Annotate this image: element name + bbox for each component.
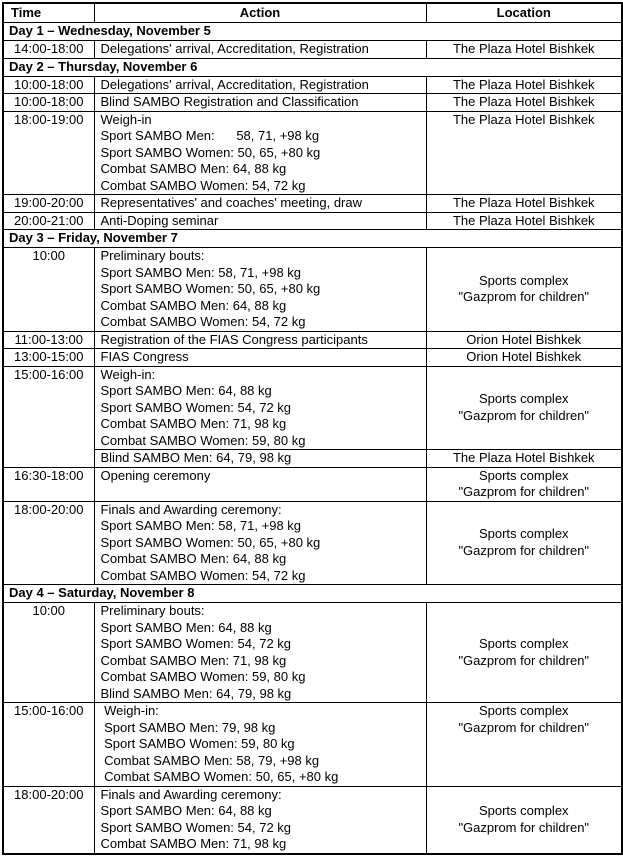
schedule-row — [3, 94, 622, 112]
location-cell — [426, 786, 622, 854]
location-line: "Gazprom for children" — [458, 819, 590, 835]
location-cell — [426, 349, 622, 367]
time-cell: 16:30-18:00 — [3, 467, 94, 501]
action-line: Sport SAMBO Men: 64, 88 kg — [100, 383, 272, 398]
table-header — [3, 3, 622, 23]
location-cell — [426, 111, 622, 195]
schedule-row — [3, 349, 622, 367]
action-line: Combat SAMBO Women: 50, 65, +80 kg — [100, 769, 339, 784]
action-cell — [94, 703, 426, 787]
location-line: Orion Hotel Bishkek — [466, 349, 582, 364]
action-line: FIAS Congress — [100, 349, 189, 364]
day-header-label: Day 1 – Wednesday, November 5 — [3, 23, 622, 41]
action-line: Combat SAMBO Men: 71, 98 kg — [100, 416, 287, 431]
day-header-label: Day 4 – Saturday, November 8 — [3, 585, 622, 603]
location-line: Sports complex — [478, 391, 569, 407]
location-line: Orion Hotel Bishkek — [466, 331, 582, 347]
header-row — [3, 3, 622, 23]
action-line: Combat SAMBO Men: 58, 79, +98 kg — [100, 752, 320, 768]
action-line: Combat SAMBO Women: 54, 72 kg — [100, 567, 306, 583]
schedule-row — [3, 786, 622, 854]
action-line: Sport SAMBO Women: 54, 72 kg — [100, 636, 292, 651]
time-cell: 20:00-21:00 — [3, 212, 94, 230]
location-line: The Plaza Hotel Bishkek — [452, 195, 595, 210]
location-cell — [426, 501, 622, 585]
action-cell — [94, 111, 426, 195]
location-cell — [426, 41, 622, 59]
action-cell — [94, 450, 426, 468]
location-line: The Plaza Hotel Bishkek — [452, 41, 595, 56]
time-cell: 10:00 — [3, 248, 94, 332]
action-line: Combat SAMBO Men: 64, 88 kg — [100, 551, 287, 566]
schedule-row — [3, 248, 622, 332]
action-line: Registration of the FIAS Congress participants — [100, 331, 368, 347]
action-line: Combat SAMBO Women: 54, 72 kg — [100, 177, 306, 193]
day-header-row — [3, 23, 622, 41]
action-cell — [94, 248, 426, 332]
action-line: Combat SAMBO Men: 71, 98 kg — [100, 652, 287, 668]
schedule-row — [3, 603, 622, 703]
schedule-row — [3, 195, 622, 213]
action-line: Sport SAMBO Women: 50, 65, +80 kg — [100, 281, 321, 296]
location-cell — [426, 195, 622, 213]
action-line: Blind SAMBO Men: 64, 79, 98 kg — [100, 450, 292, 465]
schedule-row — [3, 76, 622, 94]
time-cell: 10:00-18:00 — [3, 94, 94, 112]
action-cell — [94, 349, 426, 367]
action-line: Combat SAMBO Women: 59, 80 kg — [100, 432, 306, 448]
location-cell — [426, 248, 622, 332]
column-header-time: Time — [3, 3, 94, 23]
day-header-label: Day 3 – Friday, November 7 — [3, 230, 622, 248]
action-line: Combat SAMBO Women: 59, 80 kg — [100, 669, 306, 684]
location-line: The Plaza Hotel Bishkek — [452, 212, 595, 228]
action-line: Weigh-in — [100, 111, 152, 127]
action-line: Sport SAMBO Women: 50, 65, +80 kg — [100, 534, 321, 550]
time-cell: 10:00 — [3, 603, 94, 703]
action-line: Sport SAMBO Men: 58, 71, +98 kg — [100, 264, 302, 280]
action-line: Blind SAMBO Registration and Classification — [100, 94, 359, 109]
schedule-row — [3, 501, 622, 585]
time-cell: 18:00-19:00 — [3, 111, 94, 195]
location-cell — [426, 703, 622, 787]
action-line: Sport SAMBO Men: 64, 88 kg — [100, 803, 272, 818]
location-line: Sports complex — [478, 803, 569, 818]
action-line: Sport SAMBO Women: 54, 72 kg — [100, 819, 292, 835]
column-header-location: Location — [426, 3, 622, 23]
action-line: Blind SAMBO Men: 64, 79, 98 kg — [100, 685, 292, 701]
location-cell — [426, 94, 622, 112]
location-cell — [426, 212, 622, 230]
action-line: Weigh-in: — [100, 366, 156, 382]
action-line: Anti-Doping seminar — [100, 212, 219, 228]
day-header-row — [3, 58, 622, 76]
schedule-row — [3, 111, 622, 195]
schedule-sub-row — [3, 450, 622, 468]
action-line: Finals and Awarding ceremony: — [100, 501, 282, 517]
location-line: The Plaza Hotel Bishkek — [452, 94, 595, 109]
location-cell — [426, 603, 622, 703]
schedule-row — [3, 467, 622, 501]
location-line: Sports complex — [478, 272, 569, 288]
action-line: Combat SAMBO Men: 71, 98 kg — [100, 836, 287, 851]
action-cell — [94, 195, 426, 213]
action-line: Combat SAMBO Women: 54, 72 kg — [100, 314, 306, 329]
action-line: Delegations' arrival, Accreditation, Registration — [100, 76, 369, 92]
schedule-row — [3, 331, 622, 349]
action-line: Combat SAMBO Men: 64, 88 kg — [100, 161, 287, 176]
action-cell — [94, 212, 426, 230]
action-line: Sport SAMBO Men: 64, 88 kg — [100, 619, 272, 635]
location-line: The Plaza Hotel Bishkek — [452, 76, 595, 92]
action-line: Delegations' arrival, Accreditation, Registration — [100, 41, 369, 56]
location-cell — [426, 366, 622, 450]
column-header-action: Action — [94, 3, 426, 23]
location-line: The Plaza Hotel Bishkek — [452, 111, 595, 127]
time-cell: 11:00-13:00 — [3, 331, 94, 349]
schedule-row — [3, 41, 622, 59]
time-cell: 10:00-18:00 — [3, 76, 94, 94]
day-header-row — [3, 585, 622, 603]
location-line: "Gazprom for children" — [458, 719, 590, 735]
location-line: Sports complex — [478, 526, 569, 542]
action-cell — [94, 786, 426, 854]
action-line: Sport SAMBO Men: 79, 98 kg — [100, 719, 276, 735]
action-cell — [94, 41, 426, 59]
time-cell: 19:00-20:00 — [3, 195, 94, 213]
action-cell — [94, 366, 426, 450]
time-cell: 15:00-16:00 — [3, 366, 94, 467]
action-line: Representatives' and coaches' meeting, draw — [100, 195, 362, 210]
time-cell: 14:00-18:00 — [3, 41, 94, 59]
action-line: Combat SAMBO Men: 64, 88 kg — [100, 297, 287, 313]
location-line: The Plaza Hotel Bishkek — [452, 450, 595, 465]
action-line: Preliminary bouts: — [100, 248, 205, 263]
action-cell — [94, 331, 426, 349]
time-cell: 15:00-16:00 — [3, 703, 94, 787]
action-line: Sport SAMBO Women: 59, 80 kg — [100, 736, 295, 751]
action-line: Opening ceremony — [100, 467, 211, 483]
action-cell — [94, 467, 426, 501]
schedule-row — [3, 212, 622, 230]
location-line: "Gazprom for children" — [458, 289, 590, 305]
location-line: Sports complex — [478, 703, 569, 718]
schedule-row — [3, 366, 622, 450]
action-line: Sport SAMBO Men: 58, 71, +98 kg — [100, 518, 302, 533]
location-line: "Gazprom for children" — [458, 484, 590, 499]
time-cell: 18:00-20:00 — [3, 786, 94, 854]
location-cell — [426, 450, 622, 468]
action-cell — [94, 76, 426, 94]
action-cell — [94, 501, 426, 585]
location-cell — [426, 331, 622, 349]
location-line: Sports complex — [478, 467, 569, 483]
time-cell: 18:00-20:00 — [3, 501, 94, 585]
location-line: "Gazprom for children" — [458, 542, 590, 558]
action-line: Sport SAMBO Women: 50, 65, +80 kg — [100, 144, 321, 160]
competition-schedule-table — [2, 2, 623, 855]
day-header-label: Day 2 – Thursday, November 6 — [3, 58, 622, 76]
time-cell: 13:00-15:00 — [3, 349, 94, 367]
action-line: Preliminary bouts: — [100, 603, 205, 618]
schedule-row — [3, 703, 622, 787]
action-line: Finals and Awarding ceremony: — [100, 786, 282, 802]
action-line: Sport SAMBO Women: 54, 72 kg — [100, 399, 292, 415]
action-line: Sport SAMBO Men: 58, 71, +98 kg — [100, 128, 320, 143]
location-line: "Gazprom for children" — [458, 652, 590, 668]
action-line: Weigh-in: — [100, 703, 159, 718]
action-cell — [94, 94, 426, 112]
location-cell — [426, 76, 622, 94]
action-cell — [94, 603, 426, 703]
table-body — [3, 23, 622, 854]
location-line: "Gazprom for children" — [458, 407, 590, 423]
location-cell — [426, 467, 622, 501]
day-header-row — [3, 230, 622, 248]
location-line: Sports complex — [478, 636, 569, 651]
